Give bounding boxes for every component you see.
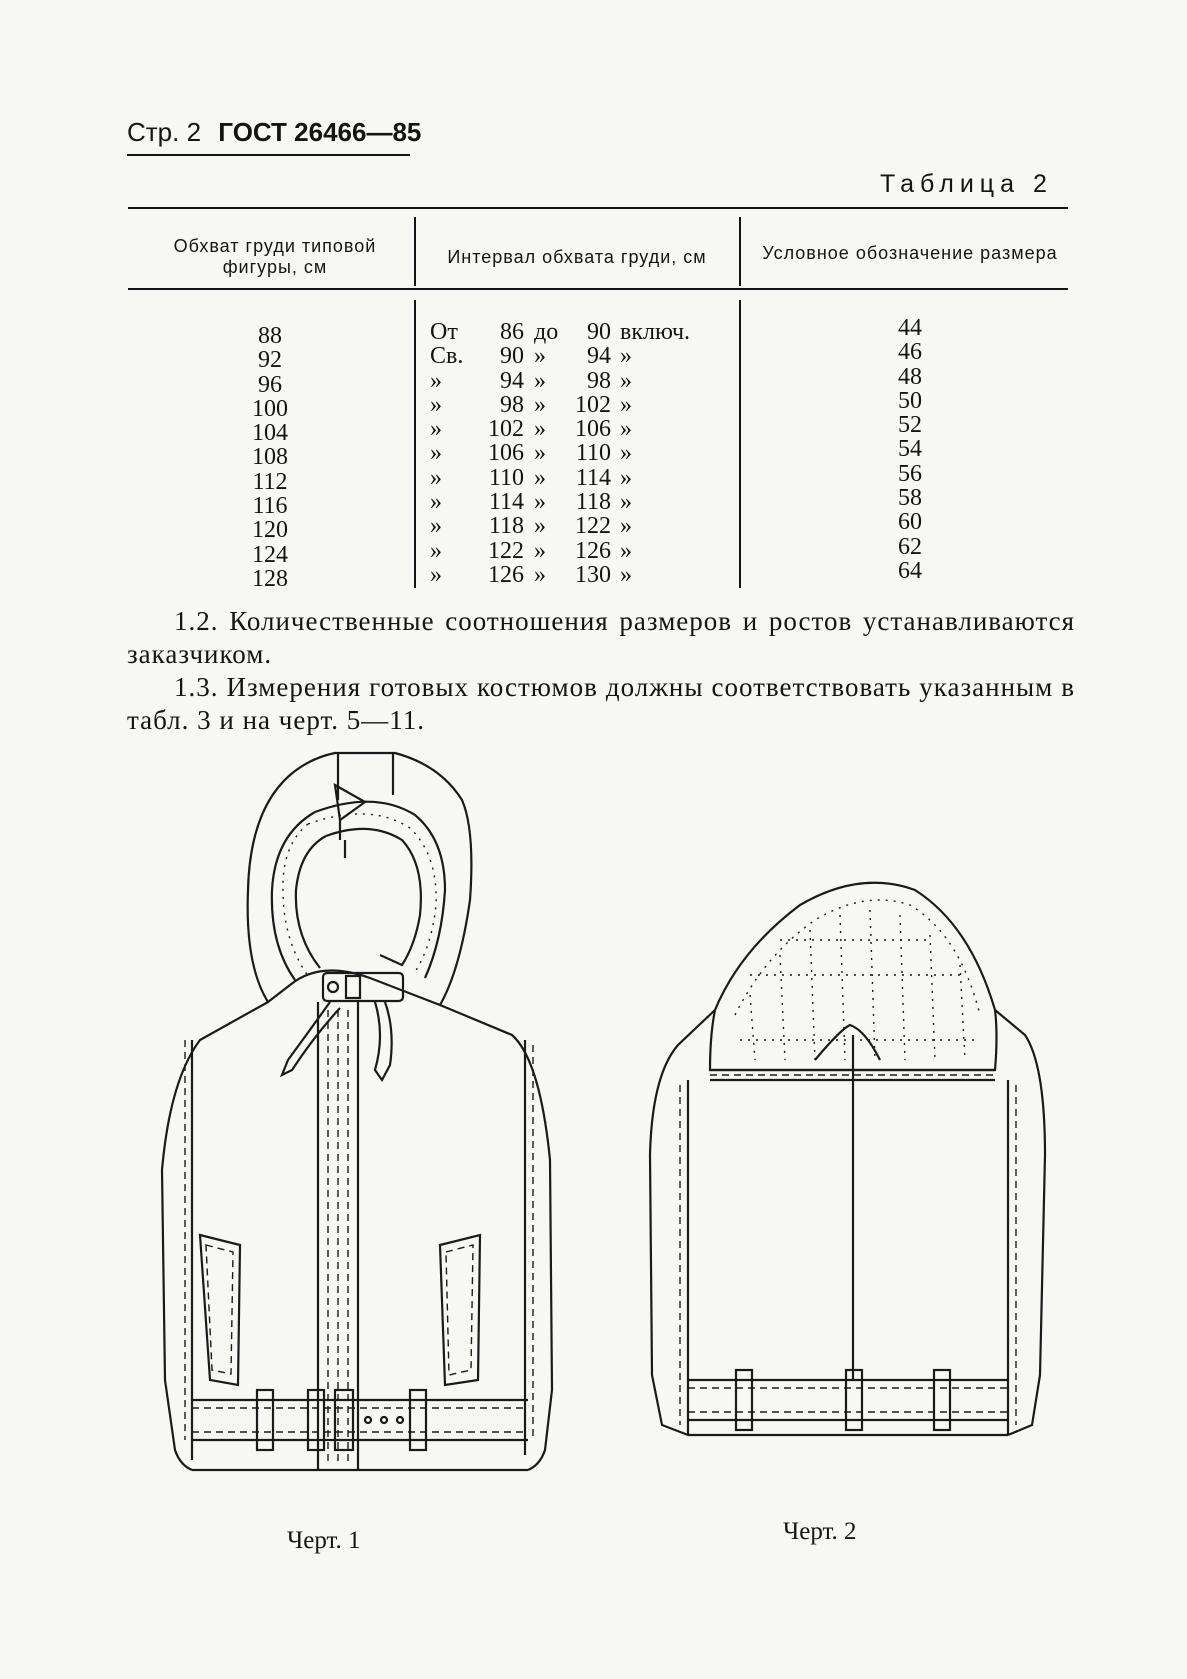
table-cell-size: 64 [898,557,922,584]
table-cell-interval-part: » [620,489,632,516]
page-header [127,117,421,148]
table-vrule-2 [739,217,741,286]
table-cell-interval-part: » [534,489,546,516]
table-cell-interval-part: 86 [500,319,524,345]
table-cell-interval-part: » [430,391,442,418]
table-cell-interval-part: » [620,561,632,588]
chest-girth-column [230,324,310,591]
table-cell-interval-part: » [620,391,632,418]
paragraph-1-2-text: 1.2. Количественные соотношения размеров и ростов устанавливаются заказчиком. [127,606,1075,669]
table-cell-interval-part: 114 [575,464,611,491]
table-cell-interval-part: до [534,319,559,345]
table-cell-interval-part: 106 [488,440,524,467]
table-cell-interval-part: включ. [620,319,691,345]
table-cell-interval-part: » [534,440,546,467]
table-vrule-1 [414,217,416,286]
table-cell-interval-part: » [430,489,442,516]
table-cell-interval-part: » [534,367,546,394]
table-cell-interval-part: » [620,343,632,370]
table-cell-interval-part: » [534,391,546,418]
table-cell-interval-part: » [430,367,442,394]
table-cell-size: 48 [898,363,922,390]
table-cell-interval-part: 98 [587,367,611,394]
table-cell-interval-part: 122 [575,513,611,540]
table-cell-chest-girth: 100 [252,395,288,422]
table-cell-interval-part: От [430,319,458,345]
size-column [870,316,950,583]
table-vrule-4 [739,300,741,588]
table-cell-chest-girth: 92 [258,347,282,374]
table-cell-interval-part: 118 [488,513,524,540]
table-cell-chest-girth: 108 [252,444,288,471]
standard-number: ГОСТ 26466—85 [218,117,422,147]
table-cell-interval-part: » [534,513,546,540]
figure-1-jacket-front [140,740,580,1500]
table-cell-interval-part: » [534,343,546,370]
figure-1-caption: Черт. 1 [287,1527,361,1554]
table-cell-chest-girth: 116 [252,493,288,520]
col-header-interval: Интервал обхвата груди, см [447,247,707,267]
table-cell-interval-part: 94 [587,343,611,370]
table-cell-chest-girth: 120 [252,517,288,544]
table-cell-interval-part: » [620,440,632,467]
table-cell-interval-part: 110 [488,464,524,491]
table-cell-size: 44 [898,315,922,341]
table-cell-size: 52 [898,412,922,439]
table-cell-interval-part: » [430,537,442,564]
table-cell-size: 60 [898,509,922,536]
table-cell-chest-girth: 128 [252,565,288,592]
table-cell-interval-part: » [620,416,632,443]
table-cell-interval-part: 102 [488,416,524,443]
table-cell-chest-girth: 88 [258,323,282,349]
col-header-chest: Обхват груди типовой фигуры, см [173,236,377,277]
table-cell-interval-part: » [430,513,442,540]
table-cell-interval-part: » [620,464,632,491]
table-cell-interval-part: 114 [488,489,524,516]
table-cell-chest-girth: 96 [258,371,282,398]
table-cell-interval-part: » [534,537,546,564]
table-cell-interval-part: 102 [575,391,611,418]
table-cell-interval-part: 90 [587,319,611,345]
table-cell-interval-part: » [620,537,632,564]
table-cell-size: 46 [898,339,922,366]
table-cell-size: 54 [898,436,922,463]
paragraph-1-2 [127,605,1075,671]
table-cell-chest-girth: 112 [252,468,288,495]
header-rule [127,154,410,156]
table-cell-interval-part: 106 [575,416,611,443]
table-caption: Таблица 2 [880,170,1053,198]
table-cell-interval-part: 90 [500,343,524,370]
table-cell-interval-part: 122 [488,537,524,564]
table-cell-interval-part: » [534,464,546,491]
table-cell-size: 56 [898,460,922,487]
paragraph-1-3-text: 1.3. Измерения готовых костюмов должны соответствовать указанным в табл. 3 и на черт. 5—11. [127,672,1075,735]
figure-2-jacket-back [640,835,1040,1455]
table-cell-interval-part: 110 [575,440,611,467]
figure-2-caption: Черт. 2 [783,1518,857,1545]
table-cell-interval-part: » [430,416,442,443]
table-cell-interval-part: » [430,464,442,491]
paragraph-1-3 [127,671,1075,737]
table-cell-interval-part: 118 [575,489,611,516]
table-cell-chest-girth: 124 [252,541,288,568]
table-cell-interval-part: » [534,416,546,443]
page-label: Стр. 2 [127,117,202,147]
table-cell-interval-part: » [430,561,442,588]
col-header-size: Условное обозначение размера [762,243,1058,263]
table-cell-size: 58 [898,485,922,512]
table-cell-interval-part: » [620,513,632,540]
table-cell-interval-part: » [430,440,442,467]
table-top-rule [128,207,1068,209]
table-cell-size: 62 [898,533,922,560]
table-cell-size: 50 [898,387,922,414]
table-cell-chest-girth: 104 [252,420,288,447]
table-cell-interval-part: 94 [500,367,524,394]
table-cell-interval-part: » [620,367,632,394]
table-cell-interval-part: 126 [575,537,611,564]
table-vrule-3 [414,300,416,588]
table-cell-interval-part: » [534,561,546,588]
table-cell-interval-part: Св. [430,343,464,370]
table-cell-interval-part: 126 [488,561,524,588]
table-header-rule [128,288,1068,290]
table-cell-interval-part: 98 [500,391,524,418]
table-cell-interval-part: 130 [575,561,611,588]
